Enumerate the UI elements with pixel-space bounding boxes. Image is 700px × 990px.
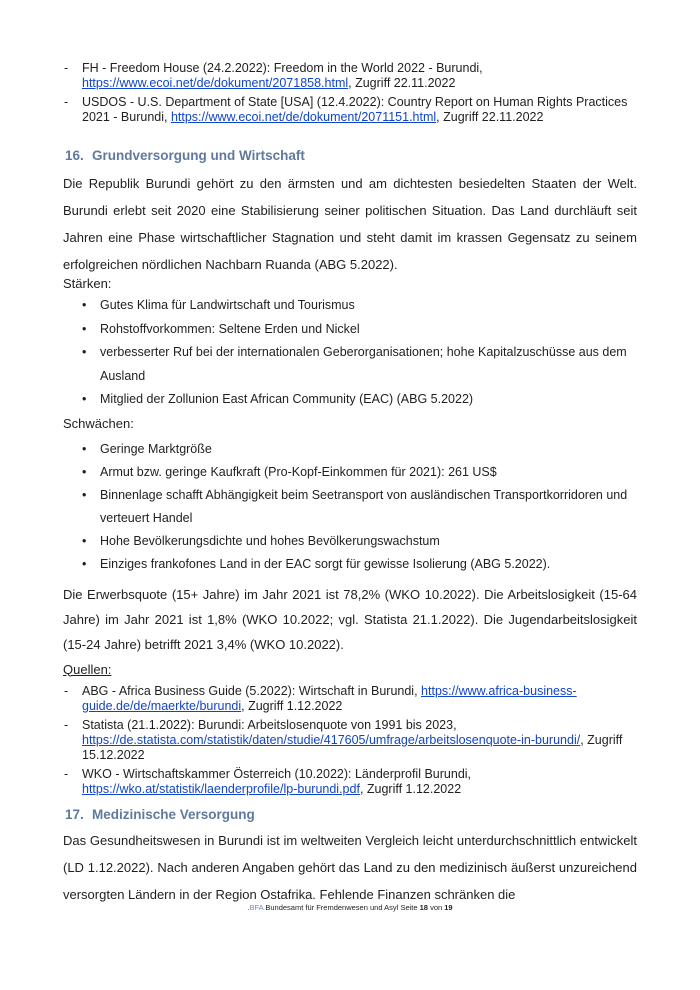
hyperlink[interactable]: https://www.ecoi.net/de/dokument/2071858.html <box>82 76 349 90</box>
footer-organization: Bundesamt für Fremdenwesen und Asyl <box>265 903 399 912</box>
hyperlink[interactable]: https://www.africa-business-guide.de/de/maerkte/burundi <box>82 683 577 713</box>
bullet-list-item <box>63 553 637 576</box>
section-16-number: 16. <box>65 148 84 163</box>
footer-von-word: von <box>430 903 443 912</box>
reference-text: , Zugriff 1.12.2022 <box>359 781 462 796</box>
reference-text: , Zugriff 1.12.2022 <box>241 698 343 713</box>
footer-page-current: 18 <box>419 903 428 912</box>
strengths-list <box>63 294 637 412</box>
bullet-list-item <box>63 461 637 484</box>
bullet-item-text: Rohstoffvorkommen: Seltene Erden und Nickel <box>100 321 360 336</box>
bullet-item-text: Geringe Marktgröße <box>100 441 212 456</box>
reference-text: , Zugriff 15.12.2022 <box>82 732 623 762</box>
bullet-item-text: Einziges frankofones Land in der EAC sorgt für gewisse Isolierung (ABG 5.2022). <box>100 556 551 571</box>
sources-list <box>63 684 637 797</box>
bullet-item-text: Hohe Bevölkerungsdichte und hohes Bevölkerungswachstum <box>100 533 440 548</box>
bullet-item-text: Binnenlage schafft Abhängigkeit beim Seetransport von ausländischen Transportkorridoren und verteuert Handel <box>100 487 628 525</box>
section-16-intro-paragraph: Die Republik Burundi gehört zu den ärmsten und am dichtesten besiedelten Staaten der Welt. Burundi erlebt seit 2020 eine Stabilisierung seiner politischen Situation. Das Land durchläuft seit Jahren eine Phase wirtschaftlicher Stagnation und steht damit im krassen Gegensatz zu seinem erfolgreichen nördlichen Nachbarn Ruanda (ABG 5.2022). <box>63 176 637 272</box>
bullet-list-item <box>63 438 637 461</box>
section-16-heading <box>65 145 637 166</box>
section-17-number: 17. <box>65 806 84 822</box>
bullet-list-item <box>63 388 637 412</box>
section-17-title: Medizinische Versorgung <box>92 806 255 822</box>
bullet-item-text: Mitglied der Zollunion East African Community (EAC) (ABG 5.2022) <box>100 392 474 406</box>
bullet-list-item <box>63 530 637 553</box>
strengths-label: Stärken: <box>63 276 112 291</box>
reference-text: Statista (21.1.2022): Burundi: Arbeitslosenquote von 1991 bis 2023, <box>82 717 457 732</box>
hyperlink[interactable]: https://wko.at/statistik/laenderprofile/lp-burundi.pdf <box>82 781 360 796</box>
section-16-title: Grundversorgung und Wirtschaft <box>92 148 305 163</box>
bfa-logo <box>247 903 263 912</box>
bfa-logo-text: BFA <box>249 903 264 912</box>
reference-text: FH - Freedom House (24.2.2022): Freedom in the World 2022 - Burundi, <box>82 61 483 75</box>
bullet-list-item <box>63 318 637 342</box>
labor-statistics-paragraph: Die Erwerbsquote (15+ Jahre) im Jahr 2021 ist 78,2% (WKO 10.2022). Die Arbeitslosigkeit (15-64 Jahre) im Jahr 2021 ist 1,8% (WKO 10.2022; vgl. Statista 21.1.2022). Die Jugendarbeitslosigkeit (15-24 Jahre) betrifft 2021 3,4% (WKO 10.2022). <box>63 586 637 652</box>
weaknesses-list <box>63 438 637 576</box>
reference-text: ABG - Africa Business Guide (5.2022): Wirtschaft in Burundi, <box>82 683 422 698</box>
page-footer <box>0 903 700 913</box>
hyperlink[interactable]: https://de.statista.com/statistik/daten/studie/417605/umfrage/arbeitslosenquote-in-burundi/ <box>82 732 581 747</box>
hyperlink[interactable]: https://www.ecoi.net/de/dokument/2071151.html <box>170 110 437 124</box>
reference-text: USDOS - U.S. Department of State [USA] (12.4.2022): Country Report on Human Rights Practices 2021 - Burundi, <box>82 95 628 124</box>
reference-text: WKO - Wirtschaftskammer Österreich (10.2022): Länderprofil Burundi, <box>82 766 472 781</box>
bullet-item-text: Armut bzw. geringe Kaufkraft (Pro-Kopf-Einkommen für 2021): 261 US$ <box>100 464 497 479</box>
section-17-intro-paragraph: Das Gesundheitswesen in Burundi ist im weltweiten Vergleich leicht unterdurchschnittlich entwickelt (LD 1.12.2022). Nach anderen Angaben gehört das Land zu den medizinisch äußerst unzureichend versorgten Ländern in der Region Ostafrika. Fehlende Finanzen schränken die <box>63 832 637 902</box>
reference-item <box>63 61 637 91</box>
bullet-item-text: verbesserter Ruf bei der internationalen Geberorganisationen; hohe Kapitalzuschüsse aus dem Ausland <box>100 345 627 383</box>
footer-page-label: Seite <box>400 903 418 912</box>
reference-item <box>63 684 637 714</box>
bullet-list-item <box>63 294 637 318</box>
reference-list-top <box>63 61 637 125</box>
weaknesses-label: Schwächen: <box>63 415 134 431</box>
reference-text: , Zugriff 22.11.2022 <box>436 110 544 124</box>
reference-item <box>63 718 637 763</box>
footer-page-total: 19 <box>444 903 453 912</box>
sources-label <box>63 661 637 679</box>
section-17-heading <box>65 804 637 825</box>
bullet-list-item <box>63 484 637 530</box>
reference-item <box>63 767 637 797</box>
reference-text: , Zugriff 22.11.2022 <box>348 76 456 90</box>
sources-label-text: Quellen: <box>63 661 112 677</box>
bfa-logo-dot: . <box>247 903 250 912</box>
bullet-item-text: Gutes Klima für Landwirtschaft und Tourismus <box>100 298 355 312</box>
bullet-list-item <box>63 341 637 388</box>
reference-item <box>63 95 637 125</box>
